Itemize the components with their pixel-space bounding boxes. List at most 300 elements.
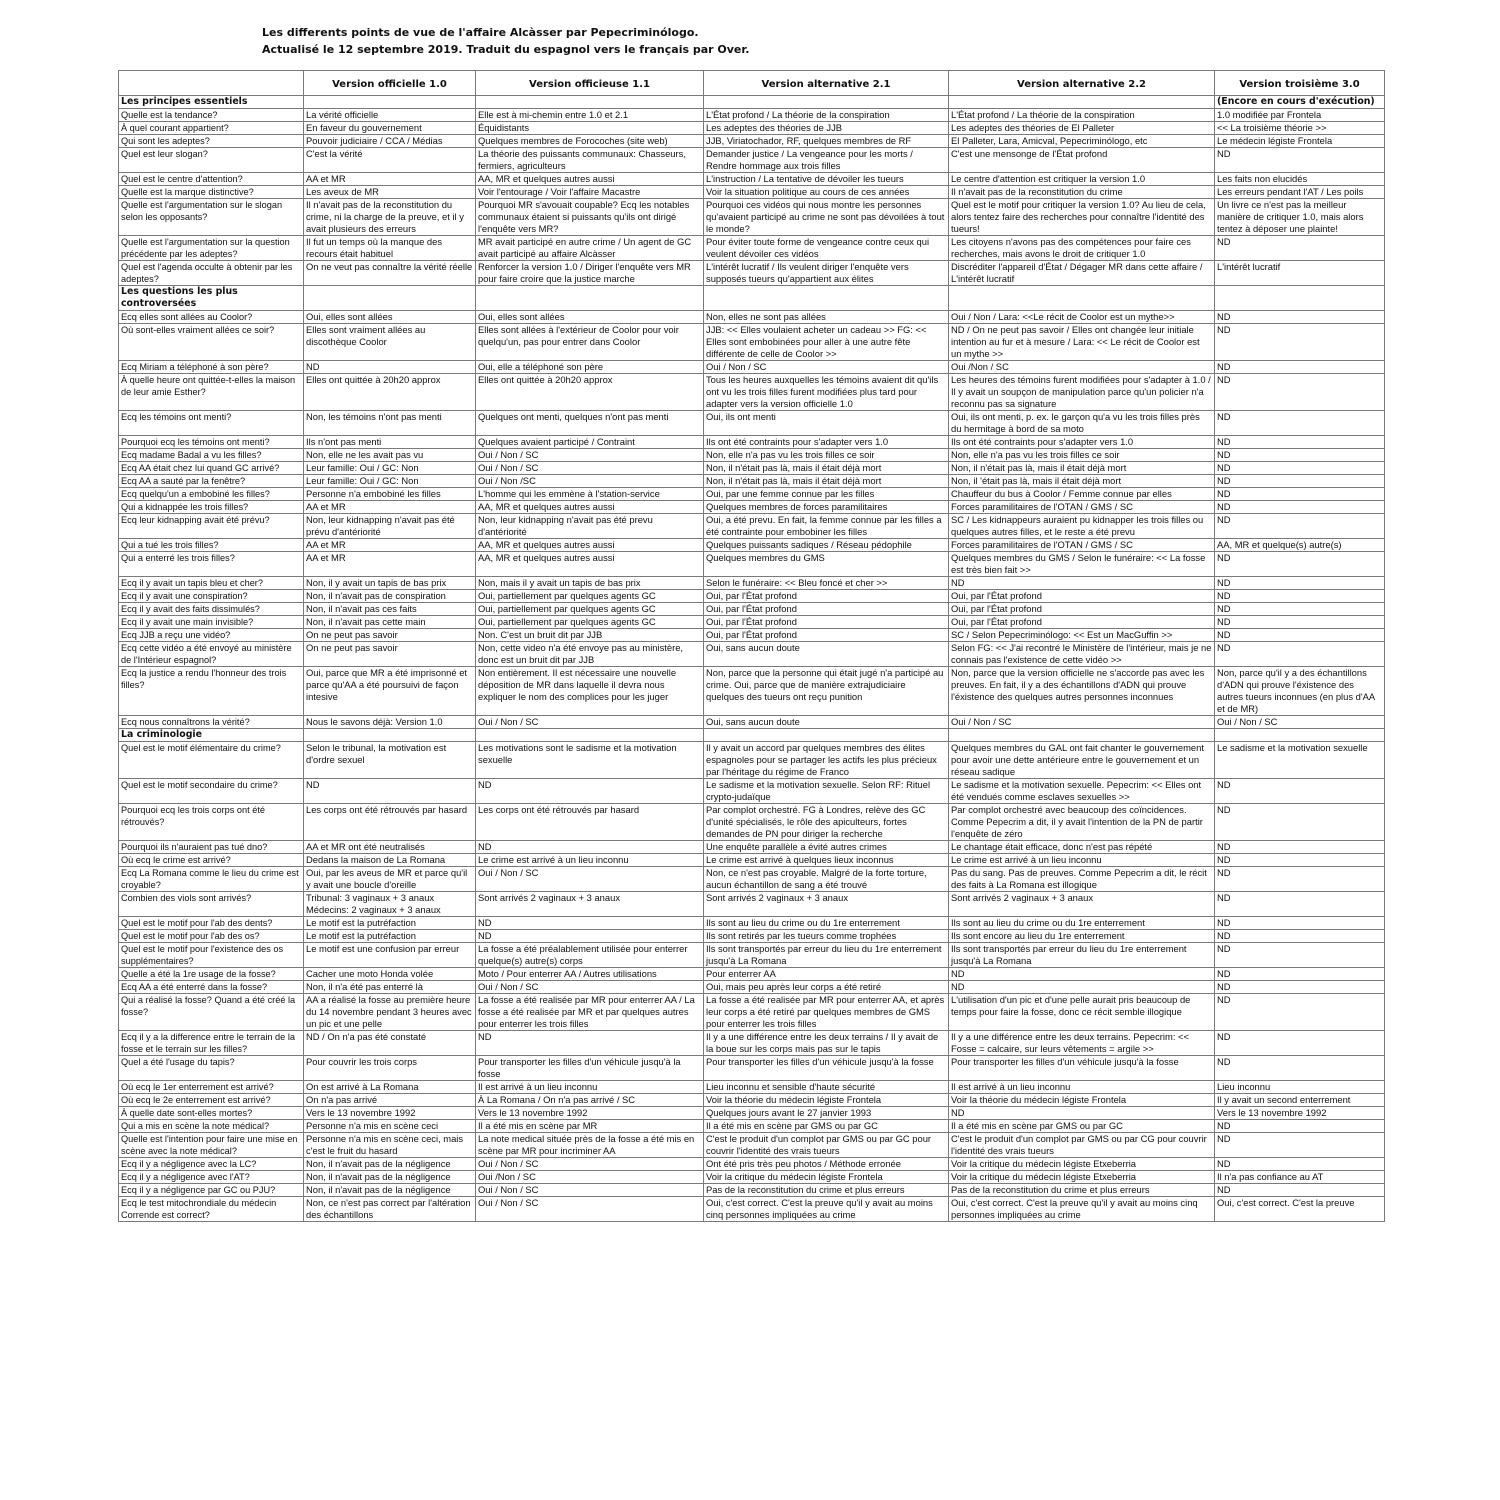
answer-cell bbox=[476, 729, 704, 742]
answer-cell: ND bbox=[1215, 779, 1385, 804]
answer-cell: Il y a une différence entre les deux terrains. Pepecrim: << Fosse = calcaire, sur leurs vêtements = argile >> bbox=[949, 1031, 1215, 1056]
table-row bbox=[119, 514, 1385, 539]
table-body bbox=[119, 96, 1385, 1222]
answer-cell: Le sadisme et la motivation sexuelle. Pepecrim: << Elles ont été vendués comme esclaves sexuelles >> bbox=[949, 779, 1215, 804]
answer-cell: Leur famille: Oui / GC: Non bbox=[304, 475, 476, 488]
answer-cell: ND bbox=[1215, 324, 1385, 361]
answer-cell: C'est le produit d'un complot par GMS ou par GC pour couvrir l'identité des vrais tueurs bbox=[704, 1133, 949, 1158]
answer-cell bbox=[476, 286, 704, 311]
section-header-row bbox=[119, 286, 1385, 311]
column-header: Version alternative 2.2 bbox=[949, 71, 1215, 96]
table-row bbox=[119, 1158, 1385, 1171]
answer-cell: Une enquête parallèle a évité autres crimes bbox=[704, 841, 949, 854]
question-cell: Ecq il y avait une conspiration? bbox=[119, 590, 304, 603]
answer-cell: 1.0 modifiée par Frontela bbox=[1215, 109, 1385, 122]
answer-cell: Pourquoi ces vidéos qui nous montre les personnes qu'avaient participé au crime ne sont pas dévoilées à tout le monde? bbox=[704, 199, 949, 236]
answer-cell bbox=[304, 96, 476, 109]
column-header bbox=[119, 71, 304, 96]
answer-cell: JJB: << Elles voulaient acheter un cadeau >> FG: << Elles sont embobinées pour aller à une autre fête différente de celle de Coolor >> bbox=[704, 324, 949, 361]
answer-cell: C'est une mensonge de l'État profond bbox=[949, 148, 1215, 173]
document-subtitle: Actualisé le 12 septembre 2019. Traduit du espagnol vers le français par Over. bbox=[262, 43, 750, 56]
answer-cell: On n'a pas arrivé bbox=[304, 1094, 476, 1107]
answer-cell: Pas du sang. Pas de preuves. Comme Pepecrim a dit, le récit des faits à La Romana est illogique bbox=[949, 867, 1215, 892]
answer-cell: Oui, elle a téléphoné son père bbox=[476, 361, 704, 374]
answer-cell: Le sadisme et la motivation sexuelle bbox=[1215, 742, 1385, 779]
question-cell: À quel courant appartient? bbox=[119, 122, 304, 135]
answer-cell: La théorie des puissants communaux: Chasseurs, fermiers, agriculteurs bbox=[476, 148, 704, 173]
answer-cell: Ils sont transportés par erreur du lieu du 1re enterrement jusqu'à La Romana bbox=[949, 943, 1215, 968]
question-cell: Quel est le centre d'attention? bbox=[119, 173, 304, 186]
table-row bbox=[119, 324, 1385, 361]
answer-cell: AA et MR ont été neutralisés bbox=[304, 841, 476, 854]
answer-cell: Non, il n'avait pas cette main bbox=[304, 616, 476, 629]
answer-cell: AA, MR et quelques autres aussi bbox=[476, 539, 704, 552]
answer-cell: Oui, c'est correct. C'est la preuve qu'il y avait au moins cinq personnes impliquées au crime bbox=[704, 1197, 949, 1222]
answer-cell: Non, il y avait un tapis de bas prix bbox=[304, 577, 476, 590]
question-cell: Où ecq le crime est arrivé? bbox=[119, 854, 304, 867]
answer-cell: Les adeptes des théories de El Palleter bbox=[949, 122, 1215, 135]
section-title: Les questions les plus controversées bbox=[119, 286, 304, 311]
answer-cell: Non, ce n'est pas croyable. Malgré de la forte torture, aucun échantillon de sang a été trouvé bbox=[704, 867, 949, 892]
answer-cell: Il y avait un accord par quelques membres des élites espagnoles pour se partager les actifs les plus précieux par l'héritage du régime de Franco bbox=[704, 742, 949, 779]
answer-cell: ND bbox=[1215, 943, 1385, 968]
table-row bbox=[119, 552, 1385, 577]
answer-cell: La fosse a été realisée par MR pour enterrer AA / La fosse a été realisée par MR et par quelques autres pour enterrer les trois filles bbox=[476, 994, 704, 1031]
answer-cell: On est arrivé à La Romana bbox=[304, 1081, 476, 1094]
answer-cell: ND bbox=[949, 981, 1215, 994]
answer-cell: ND bbox=[1215, 642, 1385, 667]
table-row bbox=[119, 779, 1385, 804]
question-cell: Quelle a été la 1re usage de la fosse? bbox=[119, 968, 304, 981]
answer-cell: << La troisième théorie >> bbox=[1215, 122, 1385, 135]
answer-cell: ND bbox=[1215, 462, 1385, 475]
answer-cell: Elle est à mi-chemin entre 1.0 et 2.1 bbox=[476, 109, 704, 122]
question-cell: Quel est leur slogan? bbox=[119, 148, 304, 173]
table-row bbox=[119, 436, 1385, 449]
answer-cell: Oui, partiellement par quelques agents GC bbox=[476, 616, 704, 629]
answer-cell bbox=[304, 729, 476, 742]
answer-cell: Non, les témoins n'ont pas menti bbox=[304, 411, 476, 436]
answer-cell: ND bbox=[1215, 436, 1385, 449]
answer-cell: Selon le tribunal, la motivation est d'ordre sexuel bbox=[304, 742, 476, 779]
answer-cell: Voir l'entourage / Voir l'affaire Macastre bbox=[476, 186, 704, 199]
answer-cell: Quelques membres de Forocoches (site web) bbox=[476, 135, 704, 148]
answer-cell: ND bbox=[1215, 590, 1385, 603]
question-cell: Ecq La Romana comme le lieu du crime est croyable? bbox=[119, 867, 304, 892]
answer-cell: ND bbox=[1215, 1133, 1385, 1158]
answer-cell: Ils n'ont pas menti bbox=[304, 436, 476, 449]
answer-cell: ND bbox=[1215, 968, 1385, 981]
answer-cell: À La Romana / On n'a pas arrivé / SC bbox=[476, 1094, 704, 1107]
answer-cell: ND bbox=[304, 779, 476, 804]
answer-cell: Un livre ce n'est pas la meilleur manière de critiquer 1.0, mais alors tentez à déposer une plainte! bbox=[1215, 199, 1385, 236]
question-cell: Ecq Miriam a téléphoné à son père? bbox=[119, 361, 304, 374]
answer-cell: Forces paramilitaires de l'OTAN / GMS / SC bbox=[949, 539, 1215, 552]
question-cell: Qui a tué les trois filles? bbox=[119, 539, 304, 552]
question-cell: Qui a mis en scène la note médical? bbox=[119, 1120, 304, 1133]
answer-cell: ND bbox=[1215, 994, 1385, 1031]
answer-cell: Oui /Non / SC bbox=[949, 361, 1215, 374]
answer-cell: Lieu inconnu et sensible d'haute sécurité bbox=[704, 1081, 949, 1094]
answer-cell: Le crime est arrivé à un lieu inconnu bbox=[476, 854, 704, 867]
answer-cell bbox=[949, 729, 1215, 742]
answer-cell: Il fut un temps où la manque des recours était habituel bbox=[304, 236, 476, 261]
answer-cell: Non, elle n'a pas vu les trois filles ce soir bbox=[704, 449, 949, 462]
question-cell: Quel est le motif élémentaire du crime? bbox=[119, 742, 304, 779]
answer-cell: ND bbox=[1215, 475, 1385, 488]
question-cell: Pourquoi ecq les trois corps ont été rétrouvés? bbox=[119, 804, 304, 841]
answer-cell: Quelques membres de forces paramilitaires bbox=[704, 501, 949, 514]
answer-cell: Il n'avait pas de la reconstitution du crime, ni la charge de la preuve, et il y avait plusieurs des erreurs bbox=[304, 199, 476, 236]
table-row bbox=[119, 449, 1385, 462]
answer-cell: ND bbox=[1215, 1056, 1385, 1081]
answer-cell: Forces paramilitaires de l'OTAN / GMS / SC bbox=[949, 501, 1215, 514]
answer-cell: ND bbox=[1215, 1031, 1385, 1056]
answer-cell: Oui / Non / SC bbox=[704, 361, 949, 374]
answer-cell: L'intérêt lucratif bbox=[1215, 261, 1385, 286]
table-row bbox=[119, 716, 1385, 729]
answer-cell: Quelques ont menti, quelques n'ont pas menti bbox=[476, 411, 704, 436]
answer-cell: ND bbox=[949, 1107, 1215, 1120]
question-cell: Quel est le motif pour l'ab des dents? bbox=[119, 917, 304, 930]
answer-cell: ND bbox=[1215, 1158, 1385, 1171]
answer-cell: Non, il n'avait pas de conspiration bbox=[304, 590, 476, 603]
answer-cell: AA et MR bbox=[304, 501, 476, 514]
question-cell: Ecq cette vidéo a été envoyé au ministère de l'Intérieur espagnol? bbox=[119, 642, 304, 667]
answer-cell: Oui, par les aveus de MR et parce qu'il y avait une boucle d'oreille bbox=[304, 867, 476, 892]
answer-cell: Oui / Non / SC bbox=[476, 1197, 704, 1222]
answer-cell: Non, elle ne les avait pas vu bbox=[304, 449, 476, 462]
answer-cell: ND bbox=[476, 1031, 704, 1056]
answer-cell: ND / On n'a pas été constaté bbox=[304, 1031, 476, 1056]
answer-cell: Pouvoir judiciaire / CCA / Médias bbox=[304, 135, 476, 148]
answer-cell: L'instruction / La tentative de dévoiler les tueurs bbox=[704, 173, 949, 186]
answer-cell: Pour éviter toute forme de vengeance contre ceux qui veulent dévoiler ces vidéos bbox=[704, 236, 949, 261]
answer-cell: Moto / Pour enterrer AA / Autres utilisations bbox=[476, 968, 704, 981]
answer-cell: Elles sont allées à l'extérieur de Coolor pour voir quelqu'un, pas pour entrer dans Coolor bbox=[476, 324, 704, 361]
answer-cell: Non, leur kidnapping n'avait pas été prévu d'antériorité bbox=[304, 514, 476, 539]
answer-cell: La vérité officielle bbox=[304, 109, 476, 122]
answer-cell: Voir la critique du médecin légiste Etxeberria bbox=[949, 1171, 1215, 1184]
answer-cell: Il n'a pas confiance au AT bbox=[1215, 1171, 1385, 1184]
table-row bbox=[119, 135, 1385, 148]
answer-cell: L'homme qui les emmène à l'station-service bbox=[476, 488, 704, 501]
answer-cell: Elles ont quittée à 20h20 approx bbox=[476, 374, 704, 411]
answer-cell: Il n'avait pas de la reconstitution du crime bbox=[949, 186, 1215, 199]
table-row bbox=[119, 411, 1385, 436]
question-cell: Ecq JJB a reçu une vidéo? bbox=[119, 629, 304, 642]
answer-cell: Quelques jours avant le 27 janvier 1993 bbox=[704, 1107, 949, 1120]
table-row bbox=[119, 892, 1385, 917]
answer-cell bbox=[304, 286, 476, 311]
answer-cell: En faveur du gouvernement bbox=[304, 122, 476, 135]
question-cell: Quel est le motif pour l'existence des os supplémentaires? bbox=[119, 943, 304, 968]
answer-cell: Oui, elles sont allées bbox=[476, 311, 704, 324]
answer-cell: Non, il 'était pas là, mais il était déjà mort bbox=[949, 475, 1215, 488]
answer-cell: Voir la critique du médecin légiste Etxeberria bbox=[949, 1158, 1215, 1171]
answer-cell: On ne veut pas connaître la vérité réelle bbox=[304, 261, 476, 286]
answer-cell: Les heures des témoins furent modifiées pour s'adapter à 1.0 / Il y avait un soupçon de manipulation parce qu'un policier n'a reconnu pas sa signature bbox=[949, 374, 1215, 411]
answer-cell: Oui, par l'État profond bbox=[949, 590, 1215, 603]
table-row bbox=[119, 867, 1385, 892]
answer-cell: Oui, parce que MR a été imprisonné et parce qu'AA a été poursuivi de façon intesive bbox=[304, 667, 476, 716]
section-header-row bbox=[119, 96, 1385, 109]
answer-cell: ND bbox=[1215, 501, 1385, 514]
answer-cell: ND bbox=[1215, 552, 1385, 577]
answer-cell bbox=[949, 286, 1215, 311]
answer-cell: Ont été pris très peu photos / Méthode erronée bbox=[704, 1158, 949, 1171]
answer-cell: ND bbox=[476, 917, 704, 930]
answer-cell: Vers le 13 novembre 1992 bbox=[304, 1107, 476, 1120]
answer-cell: Oui, c'est correct. C'est la preuve qu'il y avait au moins cinq personnes impliquées au crime bbox=[949, 1197, 1215, 1222]
answer-cell: Discréditer l'appareil d'État / Dégager MR dans cette affaire / L'intérêt lucratif bbox=[949, 261, 1215, 286]
answer-cell: ND bbox=[949, 968, 1215, 981]
answer-cell: Pour transporter les filles d'un véhicule jusqu'à la fosse bbox=[704, 1056, 949, 1081]
question-cell: Ecq il y a la difference entre le terrain de la fosse et le terrain sur les filles? bbox=[119, 1031, 304, 1056]
answer-cell: Oui, partiellement par quelques agents GC bbox=[476, 590, 704, 603]
answer-cell: Ils sont transportés par erreur du lieu du 1re enterrement jusqu'à La Romana bbox=[704, 943, 949, 968]
answer-cell: Oui, par l'État profond bbox=[704, 603, 949, 616]
answer-cell: Non, parce que la personne qui était jugé n'a participé au crime. Oui, parce que de manière extrajudiciaire quelques des tueurs ont reçu punition bbox=[704, 667, 949, 716]
answer-cell: AA et MR bbox=[304, 539, 476, 552]
table-row bbox=[119, 1133, 1385, 1158]
answer-cell: Oui / Non / SC bbox=[476, 716, 704, 729]
table-row bbox=[119, 501, 1385, 514]
answer-cell: ND bbox=[949, 577, 1215, 590]
question-cell: Ecq leur kidnapping avait été prévu? bbox=[119, 514, 304, 539]
answer-cell: AA, MR et quelques autres aussi bbox=[476, 173, 704, 186]
answer-cell: AA, MR et quelques autres aussi bbox=[476, 501, 704, 514]
table-row bbox=[119, 1171, 1385, 1184]
answer-cell: Quelques membres du GMS / Selon le funéraire: << La fosse est très bien fait >> bbox=[949, 552, 1215, 577]
answer-cell: Oui, partiellement par quelques agents GC bbox=[476, 603, 704, 616]
answer-cell: Oui / Non / SC bbox=[1215, 716, 1385, 729]
table-header-row bbox=[119, 71, 1385, 96]
answer-cell: Les motivations sont le sadisme et la motivation sexuelle bbox=[476, 742, 704, 779]
answer-cell: La fosse a été realisée par MR pour enterrer AA, et après leur corps a été retiré par quelques membres de GMS pour enterrer les trois filles bbox=[704, 994, 949, 1031]
answer-cell: ND bbox=[1215, 488, 1385, 501]
answer-cell: Le motif est une confusion par erreur bbox=[304, 943, 476, 968]
answer-cell: Tribunal: 3 vaginaux + 3 anaux Médecins: 2 vaginaux + 3 anaux bbox=[304, 892, 476, 917]
answer-cell: Non, il n'était pas là, mais il était déjà mort bbox=[949, 462, 1215, 475]
answer-cell: Oui, c'est correct. C'est la preuve bbox=[1215, 1197, 1385, 1222]
answer-cell: Ils sont retirés par les tueurs comme trophées bbox=[704, 930, 949, 943]
answer-cell: Pas de la reconstitution du crime et plus erreurs bbox=[704, 1184, 949, 1197]
answer-cell: Sont arrivés 2 vaginaux + 3 anaux bbox=[704, 892, 949, 917]
answer-cell: Oui, par l'État profond bbox=[704, 616, 949, 629]
answer-cell: ND bbox=[1215, 629, 1385, 642]
answer-cell: ND bbox=[1215, 930, 1385, 943]
answer-cell: Oui, sans aucun doute bbox=[704, 642, 949, 667]
table-row bbox=[119, 667, 1385, 716]
answer-cell: Le médecin légiste Frontela bbox=[1215, 135, 1385, 148]
table-row bbox=[119, 968, 1385, 981]
answer-cell: ND bbox=[1215, 577, 1385, 590]
answer-cell: Oui, par une femme connue par les filles bbox=[704, 488, 949, 501]
answer-cell: L'utilisation d'un pic et d'une pelle aurait pris beaucoup de temps pour faire la fosse, donc ce récit semble illogique bbox=[949, 994, 1215, 1031]
answer-cell: Les citoyens n'avons pas des compétences pour faire ces recherches, mais avons le droit de critiquer 1.0 bbox=[949, 236, 1215, 261]
answer-cell: Non, il n'était pas là, mais il était déjà mort bbox=[704, 475, 949, 488]
section-title: La criminologie bbox=[119, 729, 304, 742]
answer-cell: ND bbox=[1215, 514, 1385, 539]
answer-cell: Pourquoi MR s'avouait coupable? Ecq les notables communaux étaient si puissants qu'ils ont dirigé l'enquête vers MR? bbox=[476, 199, 704, 236]
question-cell: Ecq AA a sauté par la fenêtre? bbox=[119, 475, 304, 488]
answer-cell: ND bbox=[1215, 236, 1385, 261]
answer-cell: L'État profond / La théorie de la conspiration bbox=[704, 109, 949, 122]
question-cell: Quel a été l'usage du tapis? bbox=[119, 1056, 304, 1081]
table-row bbox=[119, 1094, 1385, 1107]
answer-cell: Non, cette video n'a été envoye pas au ministère, donc est un bruit dit par JJB bbox=[476, 642, 704, 667]
question-cell: Ecq il y a négligence avec l'AT? bbox=[119, 1171, 304, 1184]
table-row bbox=[119, 629, 1385, 642]
answer-cell: Voir la situation politique au cours de ces années bbox=[704, 186, 949, 199]
table-row bbox=[119, 854, 1385, 867]
answer-cell: AA, MR et quelque(s) autre(s) bbox=[1215, 539, 1385, 552]
answer-cell: Les corps ont été rétrouvés par hasard bbox=[304, 804, 476, 841]
answer-cell: MR avait participé en autre crime / Un agent de GC avait participé au affaire Alcàsser bbox=[476, 236, 704, 261]
answer-cell: La fosse a été préalablement utilisée pour enterrer quelque(s) autre(s) corps bbox=[476, 943, 704, 968]
answer-cell bbox=[704, 96, 949, 109]
answer-cell: Pour couvrir les trois corps bbox=[304, 1056, 476, 1081]
table-row bbox=[119, 148, 1385, 173]
answer-cell: ND / On ne peut pas savoir / Elles ont changée leur initiale intention au fur et à mesure / Lara: << Le récit de Coolor est un mythe >> bbox=[949, 324, 1215, 361]
answer-cell: Ils sont encore au lieu du 1re enterrement bbox=[949, 930, 1215, 943]
answer-cell: Oui, sans aucun doute bbox=[704, 716, 949, 729]
answer-cell: ND bbox=[476, 779, 704, 804]
answer-cell: Non. C'est un bruit dit par JJB bbox=[476, 629, 704, 642]
answer-cell bbox=[1215, 286, 1385, 311]
answer-cell: Lieu inconnu bbox=[1215, 1081, 1385, 1094]
answer-cell: ND bbox=[1215, 374, 1385, 411]
answer-cell: Sont arrivés 2 vaginaux + 3 anaux bbox=[949, 892, 1215, 917]
answer-cell: Les faits non elucidés bbox=[1215, 173, 1385, 186]
table-row bbox=[119, 1197, 1385, 1222]
table-row bbox=[119, 603, 1385, 616]
question-cell: Quelle est la marque distinctive? bbox=[119, 186, 304, 199]
table-row bbox=[119, 590, 1385, 603]
question-cell: Qui a réalisé la fosse? Quand a été créé la fosse? bbox=[119, 994, 304, 1031]
answer-cell: Le motif est la putréfaction bbox=[304, 930, 476, 943]
table-row bbox=[119, 1031, 1385, 1056]
answer-cell: Cacher une moto Honda volée bbox=[304, 968, 476, 981]
answer-cell: Oui / Non / SC bbox=[476, 462, 704, 475]
question-cell: Quelle est l'argumentation sur le slogan selon les opposants? bbox=[119, 199, 304, 236]
question-cell: Pourquoi ils n'auraient pas tué dno? bbox=[119, 841, 304, 854]
answer-cell: Le sadisme et la motivation sexuelle. Selon RF: Rituel crypto-judaïque bbox=[704, 779, 949, 804]
answer-cell bbox=[476, 96, 704, 109]
question-cell: À quelle date sont-elles mortes? bbox=[119, 1107, 304, 1120]
answer-cell: Il y a une différence entre les deux terrains / Il y avait de la boue sur les corps mais pas sur le tapis bbox=[704, 1031, 949, 1056]
answer-cell: Il a été mis en scène par GMS ou par GC bbox=[704, 1120, 949, 1133]
answer-cell: C'est le produit d'un complot par GMS ou par CG pour couvrir l'identité des vrais tueurs bbox=[949, 1133, 1215, 1158]
answer-cell: El Palleter, Lara, Amicval, Pepecriminólogo, etc bbox=[949, 135, 1215, 148]
answer-cell: Non, leur kidnapping n'avait pas été prevu d'antériorité bbox=[476, 514, 704, 539]
question-cell: Ecq il y avait une main invisible? bbox=[119, 616, 304, 629]
answer-cell: Oui / Non / SC bbox=[476, 1158, 704, 1171]
column-header: Version officieuse 1.1 bbox=[476, 71, 704, 96]
table-row bbox=[119, 742, 1385, 779]
question-cell: Ecq elles sont allées au Coolor? bbox=[119, 311, 304, 324]
table-row bbox=[119, 943, 1385, 968]
answer-cell: Nous le savons déjà: Version 1.0 bbox=[304, 716, 476, 729]
table-row bbox=[119, 994, 1385, 1031]
section-header-row bbox=[119, 729, 1385, 742]
answer-cell: L'intérêt lucratif / Ils veulent diriger l'enquête vers supposés tueurs qu'appartient aux élites bbox=[704, 261, 949, 286]
answer-cell: Les aveux de MR bbox=[304, 186, 476, 199]
question-cell: Ecq il y avait un tapis bleu et cher? bbox=[119, 577, 304, 590]
question-cell: Quelle est l'intention pour faire une mise en scène avec la note médical? bbox=[119, 1133, 304, 1158]
answer-cell: (Encore en cours d'exécution) bbox=[1215, 96, 1385, 109]
answer-cell: Voir la théorie du médecin légiste Frontela bbox=[704, 1094, 949, 1107]
answer-cell: Non, il n'avait pas de la négligence bbox=[304, 1171, 476, 1184]
answer-cell: C'est la vérité bbox=[304, 148, 476, 173]
answer-cell: Personne n'a embobiné les filles bbox=[304, 488, 476, 501]
question-cell: Ecq quelqu'un a embobiné les filles? bbox=[119, 488, 304, 501]
column-header: Version officielle 1.0 bbox=[304, 71, 476, 96]
answer-cell: Personne n'a mis en scène ceci bbox=[304, 1120, 476, 1133]
answer-cell: Vers le 13 novembre 1992 bbox=[1215, 1107, 1385, 1120]
answer-cell: ND bbox=[1215, 841, 1385, 854]
question-cell: Ecq la justice a rendu l'honneur des trois filles? bbox=[119, 667, 304, 716]
answer-cell: Les adeptes des théories de JJB bbox=[704, 122, 949, 135]
column-header: Version alternative 2.1 bbox=[704, 71, 949, 96]
answer-cell: Équidistants bbox=[476, 122, 704, 135]
answer-cell: ND bbox=[476, 841, 704, 854]
table-row bbox=[119, 642, 1385, 667]
table-row bbox=[119, 122, 1385, 135]
answer-cell: Oui / Non / Lara: <<Le récit de Coolor est un mythe>> bbox=[949, 311, 1215, 324]
answer-cell: Ils sont au lieu du crime ou du 1re enterrement bbox=[704, 917, 949, 930]
answer-cell: Non, il n'a été pas enterré là bbox=[304, 981, 476, 994]
table-row bbox=[119, 841, 1385, 854]
document-title: Les differents points de vue de l'affaire Alcàsser par Pepecriminólogo. bbox=[262, 26, 699, 39]
question-cell: Combien des viols sont arrivés? bbox=[119, 892, 304, 917]
table-row bbox=[119, 981, 1385, 994]
answer-cell: Oui, mais peu après leur corps a été retiré bbox=[704, 981, 949, 994]
answer-cell: Oui / Non / SC bbox=[949, 716, 1215, 729]
question-cell: Qui sont les adeptes? bbox=[119, 135, 304, 148]
table-row bbox=[119, 804, 1385, 841]
answer-cell: Non, il n'avait pas ces faits bbox=[304, 603, 476, 616]
answer-cell: Demander justice / La vengeance pour les morts / Rendre hommage aux trois filles bbox=[704, 148, 949, 173]
answer-cell: Tous les heures auxquelles les témoins avaient dit qu'ils ont vu les trois filles furent modifiées plus tard pour adapter vers la version officielle 1.0 bbox=[704, 374, 949, 411]
answer-cell: Pas de la reconstitution du crime et plus erreurs bbox=[949, 1184, 1215, 1197]
column-header: Version troisième 3.0 bbox=[1215, 71, 1385, 96]
answer-cell: ND bbox=[1215, 854, 1385, 867]
answer-cell: Non, ce n'est pas correct par l'altération des échantillons bbox=[304, 1197, 476, 1222]
question-cell: Ecq il y a négligence par GC ou PJU? bbox=[119, 1184, 304, 1197]
answer-cell: Oui, elles sont allées bbox=[304, 311, 476, 324]
table-row bbox=[119, 539, 1385, 552]
answer-cell: ND bbox=[1215, 361, 1385, 374]
answer-cell: Le crime est arrivé à quelques lieux inconnus bbox=[704, 854, 949, 867]
table-row bbox=[119, 109, 1385, 122]
answer-cell: ND bbox=[1215, 449, 1385, 462]
section-title: Les principes essentiels bbox=[119, 96, 304, 109]
answer-cell: ND bbox=[1215, 917, 1385, 930]
question-cell: Ecq le test mitochrondiale du médecin Corrende est correct? bbox=[119, 1197, 304, 1222]
answer-cell: JJB, Viriatochador, RF, quelques membres de RF bbox=[704, 135, 949, 148]
table-row bbox=[119, 475, 1385, 488]
answer-cell: Selon le funéraire: << Bleu foncé et cher >> bbox=[704, 577, 949, 590]
document-header bbox=[262, 24, 1162, 58]
answer-cell: AA, MR et quelques autres aussi bbox=[476, 552, 704, 577]
table-row bbox=[119, 462, 1385, 475]
answer-cell: Quelques membres du GMS bbox=[704, 552, 949, 577]
answer-cell: Le crime est arrivé à un lieu inconnu bbox=[949, 854, 1215, 867]
question-cell: Pourquoi ecq les témoins ont menti? bbox=[119, 436, 304, 449]
answer-cell: La note medical située près de la fosse a été mis en scène par MR pour incriminer AA bbox=[476, 1133, 704, 1158]
